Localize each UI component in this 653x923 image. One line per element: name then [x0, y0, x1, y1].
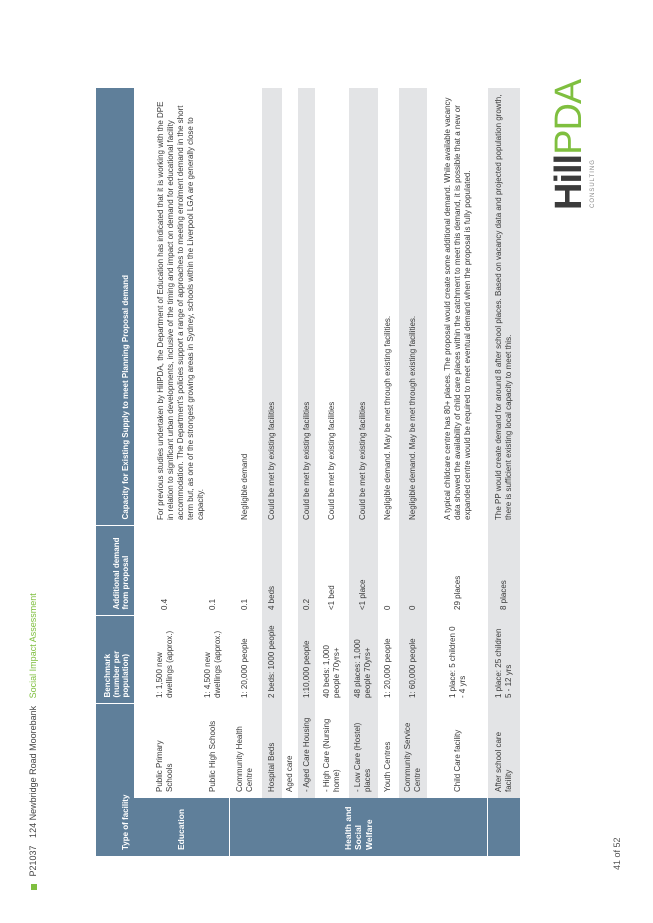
header-capacity: Capacity for Existing Supply to meet Planning Proposal demand: [96, 88, 134, 526]
cell-capacity: Could be met by existing facilities: [316, 88, 348, 526]
cell-capacity: Could be met by existing facilities: [262, 88, 283, 526]
logo-tagline: CONSULTING: [590, 159, 596, 208]
cell-facility: Public High Schools: [197, 704, 229, 798]
cell-capacity: For previous studies undertaken by HillPDA, the Department of Education has indicated that it is working with the DPE in relation to significant urban developments, inclusive of the timing and impact on demand for educational facility accommodation. The Department's policies support a range of approaches to meeting enrolment demand in the short term but, as one of the strongest growing areas in Sydney, schools within the Liverpool LGA are generally close to capacity.: [134, 88, 229, 526]
category-education: Education: [134, 798, 229, 856]
cell-capacity: Could be met by existing facilities: [348, 88, 378, 526]
cell-benchmark: 1: 4,500 new dwellings (approx.): [197, 616, 229, 704]
footer-square-icon: [31, 884, 37, 890]
cell-additional: 0: [379, 526, 398, 616]
table-row: [262, 88, 283, 856]
cell-capacity: [282, 88, 297, 526]
cell-benchmark: 2 beds: 1000 people: [262, 616, 283, 704]
facility-table-container: [96, 88, 521, 856]
cell-additional: 4 beds: [262, 526, 283, 616]
cell-capacity: Negligible demand. May be met through existing facilities.: [398, 88, 427, 526]
cell-benchmark: 1: 20,000 people: [229, 616, 261, 704]
category-blank: [488, 798, 521, 856]
table-row: [297, 88, 315, 856]
cell-benchmark: 1: 20,000 people: [379, 616, 398, 704]
table-row: [282, 88, 297, 856]
cell-capacity: The PP would create demand for around 8 after school places. Based on vacancy data and projected population growth, there is sufficient existing local capacity to meet this.: [488, 88, 521, 526]
table-row: [134, 88, 197, 856]
cell-benchmark: 1: 1,500 new dwellings (approx.): [134, 616, 197, 704]
table-row: [398, 88, 427, 856]
cell-additional: <1 place: [348, 526, 378, 616]
header-type: Type of facility: [96, 704, 134, 856]
page-number: 41 of 52: [612, 837, 622, 870]
header-additional: Additional demand from proposal: [96, 526, 134, 616]
cell-capacity: A typical childcare centre has 80+ places. The proposal would create some additional demand. While available vacancy data showed the availability of child care places within the catchment to meet this demand, it is possible that a new or expanded centre would be required to meet eventual demand when the proposal is fully populated.: [427, 88, 488, 526]
cell-additional: [282, 526, 297, 616]
cell-capacity: Could be met by existing facilities: [297, 88, 315, 526]
hillpda-logo: [548, 79, 608, 210]
logo-hill-text: Hill: [548, 154, 590, 210]
header-benchmark: Benchmark (number per population): [96, 616, 134, 704]
table-row: [316, 88, 348, 856]
cell-benchmark: 1:10,000 people: [297, 616, 315, 704]
footer-code: P21037: [28, 845, 38, 877]
cell-benchmark: 1 place: 25 children 5 - 12 yrs: [488, 616, 521, 704]
cell-facility: - Aged Care Housing: [297, 704, 315, 798]
table-row: [348, 88, 378, 856]
footer-container: [28, 560, 46, 890]
footer-doc: Social Impact Assessment: [28, 593, 38, 699]
category-health: Health and Social Welfare: [229, 798, 488, 856]
logo-pda-text: PDA: [548, 79, 590, 155]
table-row: [379, 88, 398, 856]
cell-facility: - Low Care (Hostel) places: [348, 704, 378, 798]
cell-additional: 0.1: [229, 526, 261, 616]
cell-additional: 0.4: [134, 526, 197, 616]
cell-facility: After school care facility: [488, 704, 521, 798]
cell-benchmark: 1 place: 5 children 0 - 4 yrs: [427, 616, 488, 704]
cell-capacity: Negligible demand: [229, 88, 261, 526]
cell-benchmark: 1: 60,000 people: [398, 616, 427, 704]
cell-benchmark: 40 beds: 1,000 people 70yrs+: [316, 616, 348, 704]
cell-additional: 0.1: [197, 526, 229, 616]
facility-table: [96, 87, 521, 856]
cell-capacity: Negligible demand. May be met through existing facilities.: [379, 88, 398, 526]
cell-facility: Child Care facility: [427, 704, 488, 798]
cell-facility: Community Service Centre: [398, 704, 427, 798]
cell-additional: <1 bed: [316, 526, 348, 616]
cell-additional: 0: [398, 526, 427, 616]
cell-facility: Aged care: [282, 704, 297, 798]
cell-additional: 8 places: [488, 526, 521, 616]
table-row: [488, 88, 521, 856]
table-header-row: [96, 88, 134, 856]
cell-additional: 0.2: [297, 526, 315, 616]
table-row: [427, 88, 488, 856]
cell-facility: Public Primary Schools: [134, 704, 197, 798]
cell-benchmark: 48 places: 1,000 people 70yrs+: [348, 616, 378, 704]
cell-facility: Youth Centres: [379, 704, 398, 798]
cell-facility: Community Health Centre: [229, 704, 261, 798]
table-row: [229, 88, 261, 856]
cell-facility: Hospital Beds: [262, 704, 283, 798]
footer-title: 124 Newbridge Road Moorebank: [28, 705, 38, 838]
cell-facility: - High Care (Nursing home): [316, 704, 348, 798]
page-number-container: [612, 810, 632, 870]
cell-benchmark: [282, 616, 297, 704]
cell-additional: 29 places: [427, 526, 488, 616]
footer: [28, 560, 46, 890]
